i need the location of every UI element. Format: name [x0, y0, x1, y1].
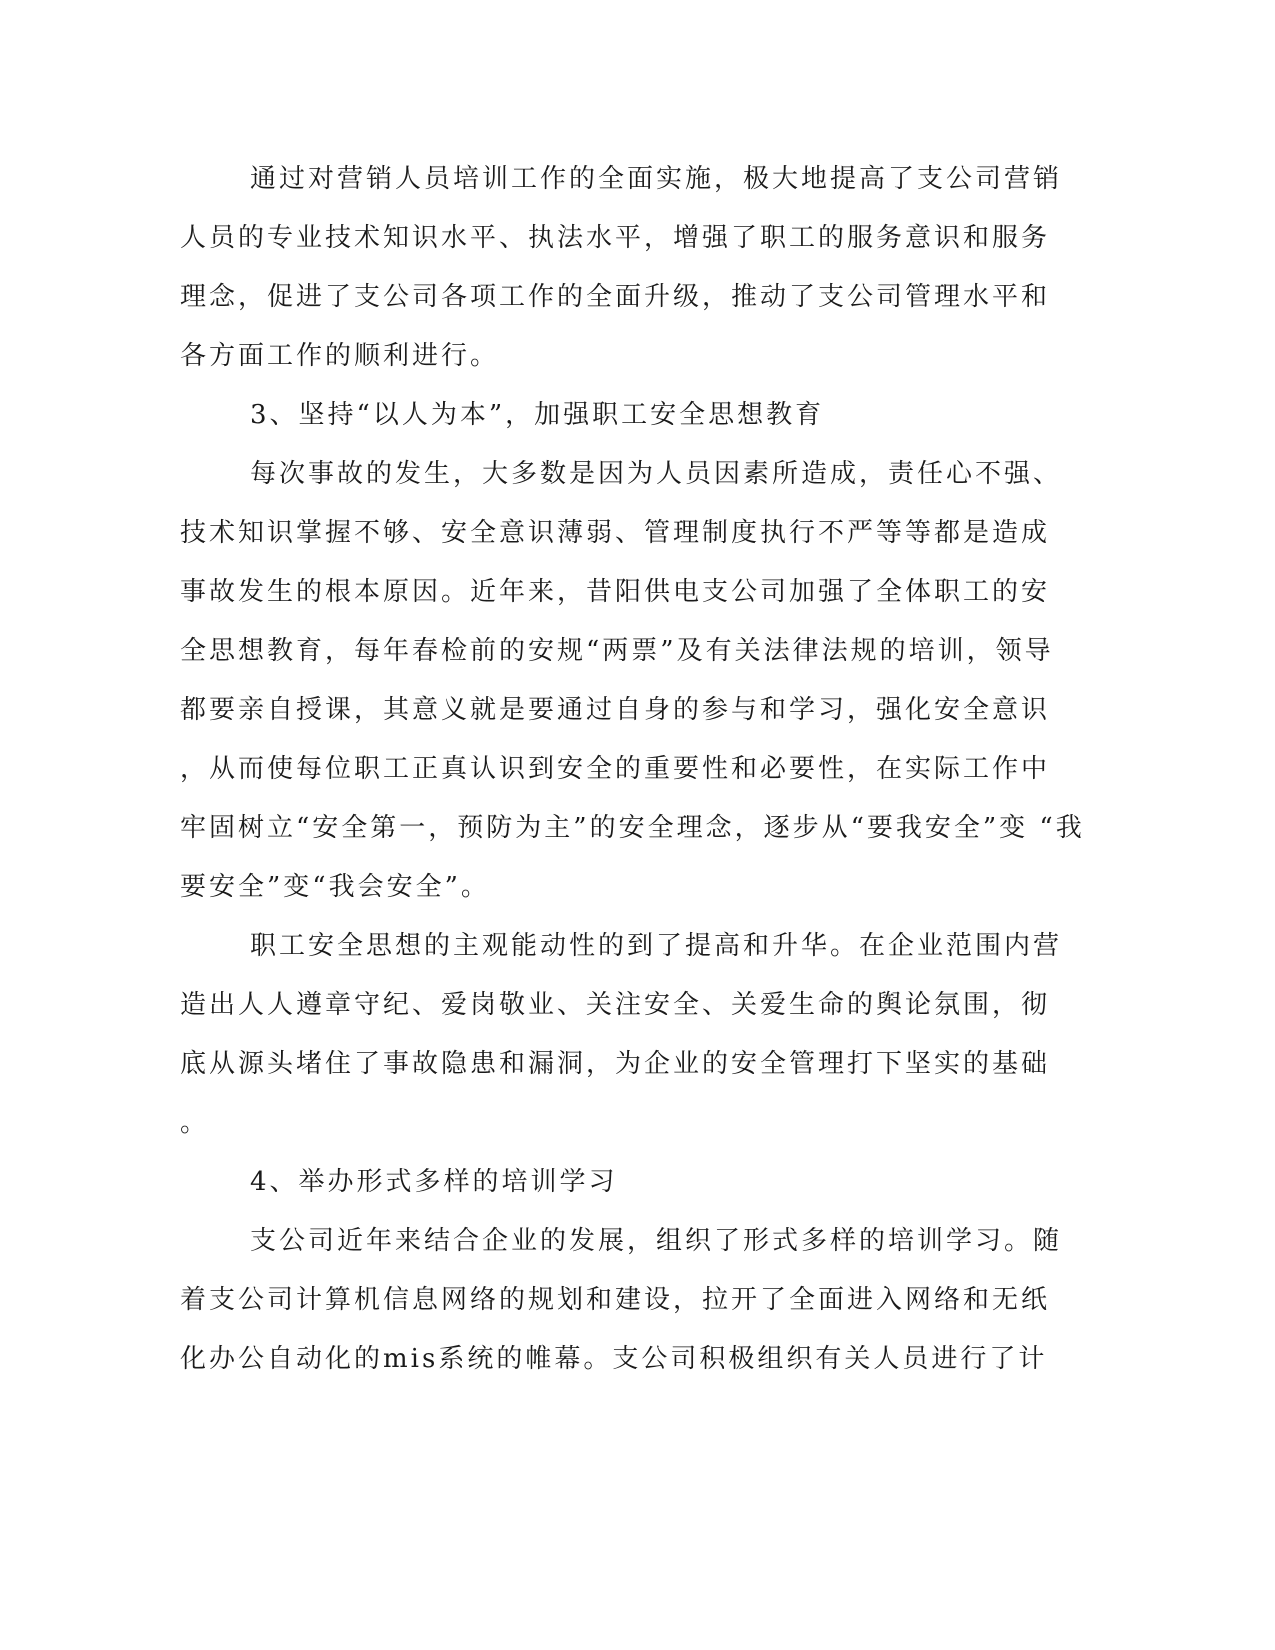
section-heading: 3、坚持“以人为本”，加强职工安全思想教育: [250, 400, 825, 430]
paragraph-line: 每次事故的发生，大多数是因为人员因素所造成，责任心不强、: [250, 459, 1063, 489]
paragraph-line: 事故发生的根本原因。近年来，昔阳供电支公司加强了全体职工的安: [180, 577, 1051, 607]
paragraph-line: 技术知识掌握不够、安全意识薄弱、管理制度执行不严等等都是造成: [180, 518, 1051, 548]
paragraph-line: 各方面工作的顺利进行。: [180, 341, 500, 371]
paragraph-line: ，从而使每位职工正真认识到安全的重要性和必要性，在实际工作中: [180, 754, 1051, 784]
paragraph-line: 通过对营销人员培训工作的全面实施，极大地提高了支公司营销: [250, 164, 1063, 194]
paragraph-line: 全思想教育，每年春检前的安规“两票”及有关法律法规的培训，领导: [180, 636, 1054, 666]
paragraph-line: 造出人人遵章守纪、爱岗敬业、关注安全、关爱生命的舆论氛围，彻: [180, 990, 1051, 1020]
paragraph-line: 人员的专业技术知识水平、执法水平，增强了职工的服务意识和服务: [180, 223, 1051, 253]
paragraph-line: 支公司近年来结合企业的发展，组织了形式多样的培训学习。随: [250, 1226, 1063, 1256]
section-heading: 4、举办形式多样的培训学习: [250, 1167, 618, 1197]
paragraph-line: 牢固树立“安全第一，预防为主”的安全理念，逐步从“要我安全”变 “我: [180, 813, 1085, 843]
paragraph-line: 底从源头堵住了事故隐患和漏洞，为企业的安全管理打下坚实的基础: [180, 1049, 1051, 1079]
paragraph-line: 化办公自动化的mis系统的帷幕。支公司积极组织有关人员进行了计: [180, 1344, 1048, 1374]
document-body: [180, 150, 1085, 1389]
paragraph-line: 职工安全思想的主观能动性的到了提高和升华。在企业范围内营: [250, 931, 1063, 961]
paragraph-line: 要安全”变“我会安全”。: [180, 872, 490, 902]
paragraph-line: 。: [180, 1108, 210, 1138]
paragraph-line: 着支公司计算机信息网络的规划和建设，拉开了全面进入网络和无纸: [180, 1285, 1051, 1315]
paragraph-line: 都要亲自授课，其意义就是要通过自身的参与和学习，强化安全意识: [180, 695, 1051, 725]
paragraph-line: 理念，促进了支公司各项工作的全面升级，推动了支公司管理水平和: [180, 282, 1051, 312]
